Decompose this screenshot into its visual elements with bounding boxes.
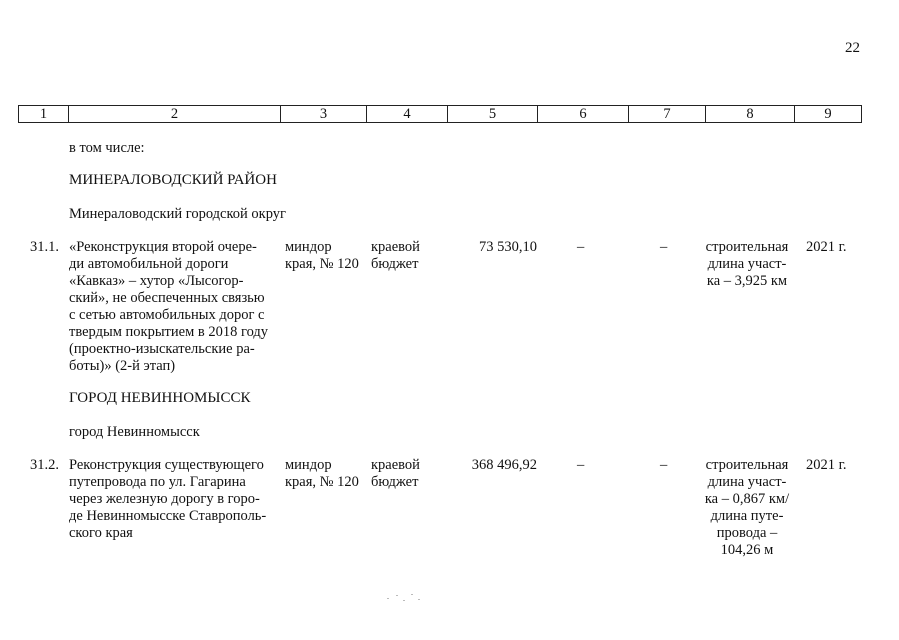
municipality-heading: Минераловодский городской округ [69,206,286,222]
column-header-6: 6 [538,106,629,123]
capacity: строительная длина участ- ка – 0,867 км/ длина путе- провода – 104,26 м [704,457,790,558]
district-heading: МИНЕРАЛОВОДСКИЙ РАЙОН [69,172,277,188]
column-number-header [18,105,862,123]
including-label: в том числе: [69,140,145,156]
column-header-1: 1 [19,106,69,123]
column-header-2: 2 [69,106,281,123]
amount: 73 530,10 [479,239,537,255]
amount: 368 496,92 [471,457,537,473]
col6-value: – [577,239,585,255]
funding-source: краевой бюджет [371,239,420,272]
column-header-4: 4 [367,106,448,123]
col7-value: – [660,239,668,255]
row-number: 31.1. [30,239,59,255]
completion-year: 2021 г. [806,239,847,255]
capacity: строительная длина участ- ка – 3,925 км [705,239,789,289]
completion-year: 2021 г. [806,457,847,473]
funding-source: краевой бюджет [371,457,420,490]
column-header-5: 5 [448,106,538,123]
page-number: 22 [845,40,860,56]
municipality-heading: город Невинномысск [69,424,200,440]
column-header-3: 3 [281,106,367,123]
customer: миндор края, № 120 [285,239,359,272]
district-heading: ГОРОД НЕВИННОМЫССК [69,390,251,406]
column-header-8: 8 [706,106,795,123]
scan-artifact [385,592,425,606]
col6-value: – [577,457,585,473]
row-number: 31.2. [30,457,59,473]
column-header-7: 7 [629,106,706,123]
col7-value: – [660,457,668,473]
project-name: «Реконструкция второй очере- ди автомобильной дороги «Кавказ» – хутор «Лысогор- ский», не обеспеченных связью с сетью автомобильных дорог с твердым покрытием в 2018 году (проектно-изыскательские ра- боты)» (2-й этап) [69,239,269,374]
customer: миндор края, № 120 [285,457,359,490]
column-header-9: 9 [795,106,862,123]
project-name: Реконструкция существующего путепровода по ул. Гагарина через железную дорогу в горо- де Невинномысске Ставрополь- ского края [69,457,267,541]
